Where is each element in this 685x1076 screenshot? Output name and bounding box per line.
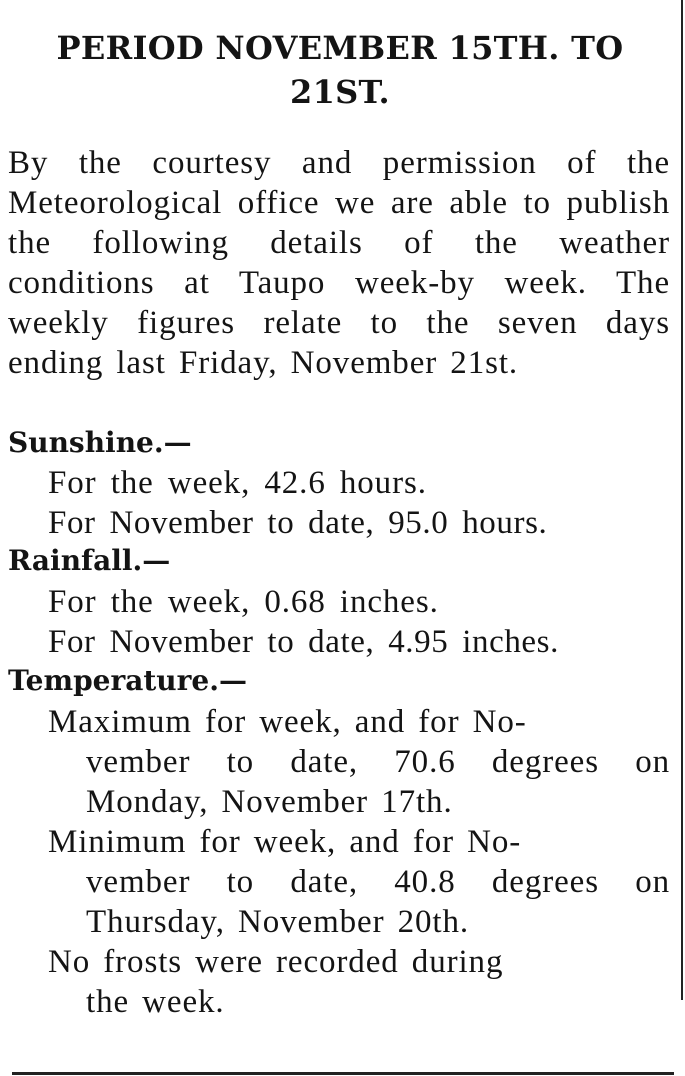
temperature-label: Temperature.— [8,664,247,697]
temperature-minimum-first-line: Minimum for week, and for No- [48,824,522,860]
article-heading: PERIOD NOVEMBER 15TH. TO 21ST. [56,29,624,111]
sunshine-label: Sunshine.— [8,426,192,459]
temperature-minimum-continuation: vember to date, 40.8 degrees on Thursday, November 20th. [86,864,670,940]
column-rule [681,0,683,1000]
bottom-rule [12,1072,674,1075]
rainfall-month: For November to date, 4.95 inches. [48,624,559,660]
frost-note-first-line: No frosts were recorded during [48,944,504,980]
intro-paragraph: By the courtesy and permission of the Meteorological office we are able to publish the following details of the weather conditions at Taupo week-by week. The weekly figures relate to the seven days ending last Friday, November 21st. [8,145,670,381]
rainfall-week: For the week, 0.68 inches. [48,584,439,620]
temperature-minimum [48,822,670,942]
frost-note [48,942,670,1022]
temperature-maximum-first-line: Maximum for week, and for No- [48,704,527,740]
temperature-maximum [48,702,670,822]
sunshine-month: For November to date, 95.0 hours. [48,505,548,541]
temperature-maximum-continuation: vember to date, 70.6 degrees on Monday, November 17th. [86,744,670,820]
sunshine-week: For the week, 42.6 hours. [48,465,427,501]
rainfall-label: Rainfall.— [8,544,171,577]
frost-note-continuation: the week. [86,984,225,1020]
